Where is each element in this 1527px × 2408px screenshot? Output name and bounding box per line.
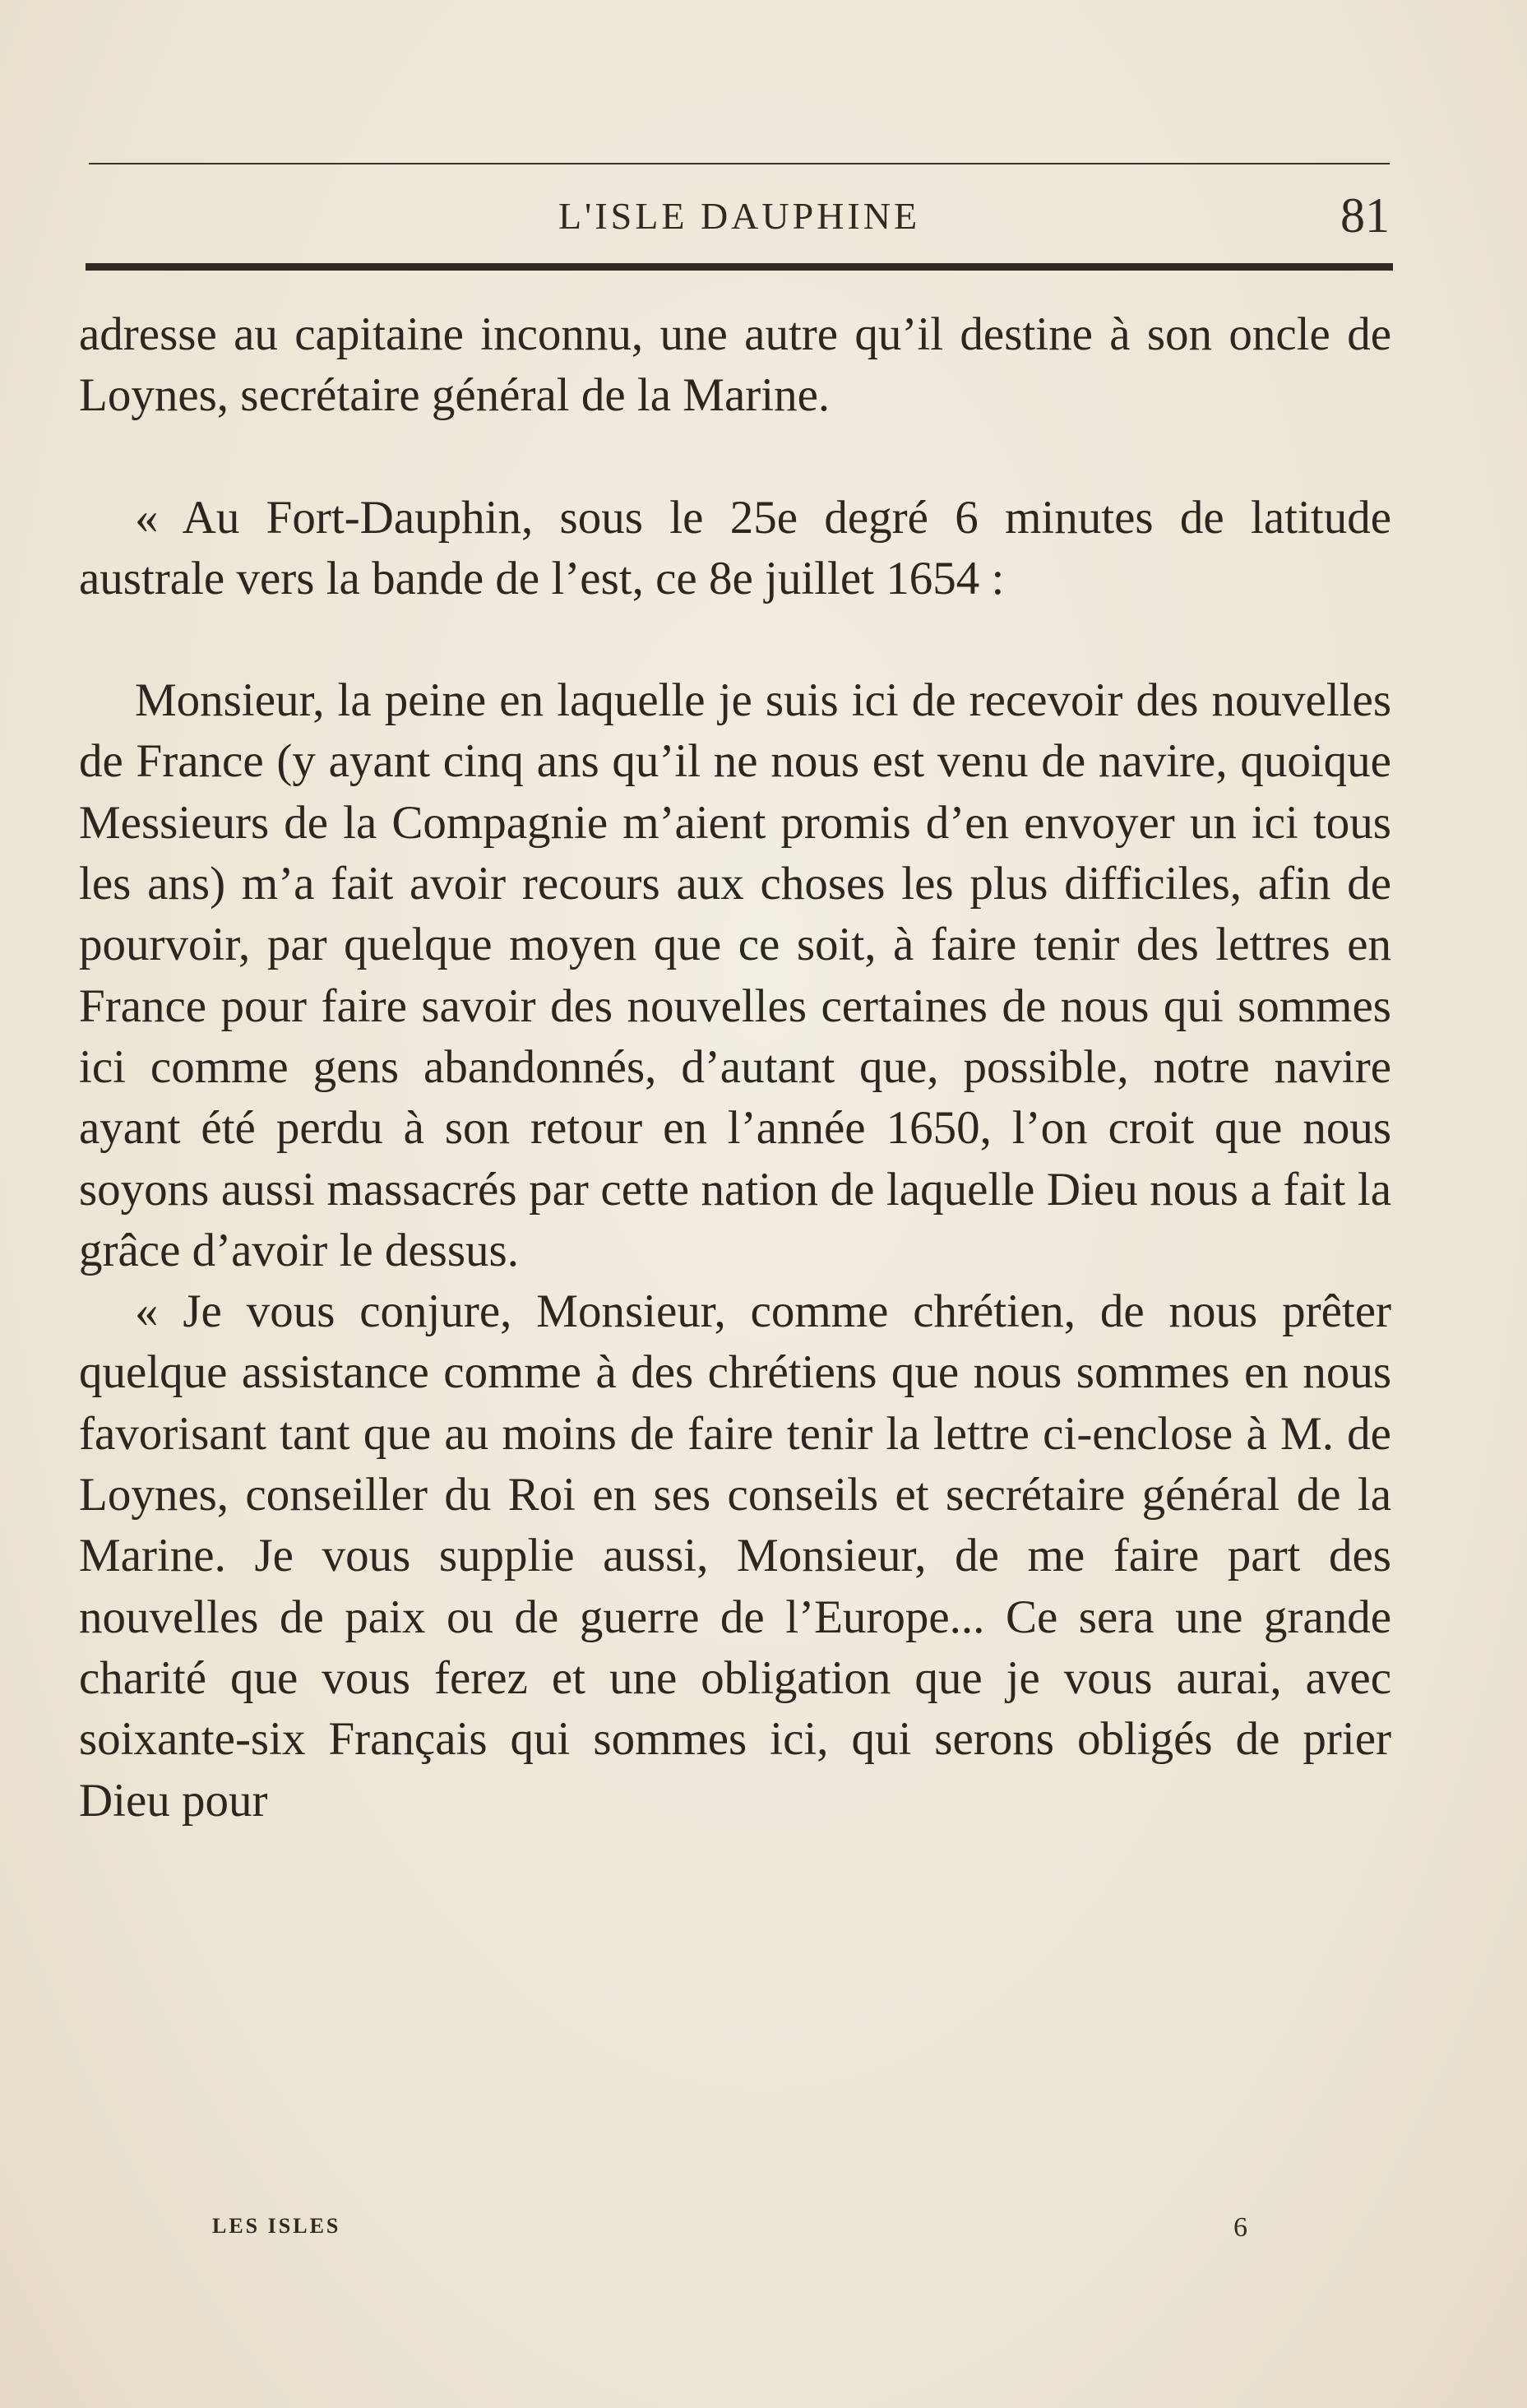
paragraph-letter-2: « Je vous conjure, Monsieur, comme chrétien, de nous prêter quelque assistance comme à des chrétiens que nous sommes en nous favorisant tant que au moins de faire tenir la lettre ci-enclose à M. de Loynes, conseiller du Roi en ses conseils et secrétaire général de la Marine. Je vous supplie aussi, Monsieur, de me faire part des nouvelles de paix ou de guerre de l’Europe... Ce sera une grande charité que vous ferez et une obligation que je vous aurai, avec soixante-six Français qui sommes ici, qui serons obligés de prier Dieu pour — [79, 1285, 1391, 1827]
footer-signature-label: LES ISLES — [212, 2214, 341, 2238]
paragraph-gap — [79, 609, 1391, 670]
footer-signature-number: 6 — [1233, 2212, 1247, 2243]
running-header — [89, 188, 1390, 245]
page-number: 81 — [1340, 188, 1390, 243]
running-title: L'ISLE DAUPHINE — [558, 195, 921, 237]
paragraph-gap — [79, 427, 1391, 488]
header-bottom-rule — [86, 263, 1393, 271]
paragraph-dateline: « Au Fort-Dauphin, sous le 25e degré 6 minutes de latitude australe vers la bande de l’est, ce 8e juillet 1654 : — [79, 491, 1391, 604]
paragraph-intro: adresse au capitaine inconnu, une autre qu’il destine à son oncle de Loynes, secrétaire général de la Marine. — [79, 308, 1391, 422]
body-text — [79, 304, 1391, 1831]
header-top-rule — [89, 163, 1390, 164]
paragraph-letter-1: Monsieur, la peine en laquelle je suis ici de recevoir des nouvelles de France (y ayant cinq ans qu’il ne nous est venu de navire, quoique Messieurs de la Compagnie m’aient promis d’en envoyer un ici tous les ans) m’a fait avoir recours aux choses les plus difficiles, afin de pourvoir, par quelque moyen que ce soit, à faire tenir des lettres en France pour faire savoir des nouvelles certaines de nous qui sommes ici comme gens abandonnés, d’autant que, possible, notre navire ayant été perdu à son retour en l’année 1650, l’on croit que nous soyons aussi massacrés par cette nation de laquelle Dieu nous a fait la grâce d’avoir le dessus. — [79, 674, 1391, 1276]
